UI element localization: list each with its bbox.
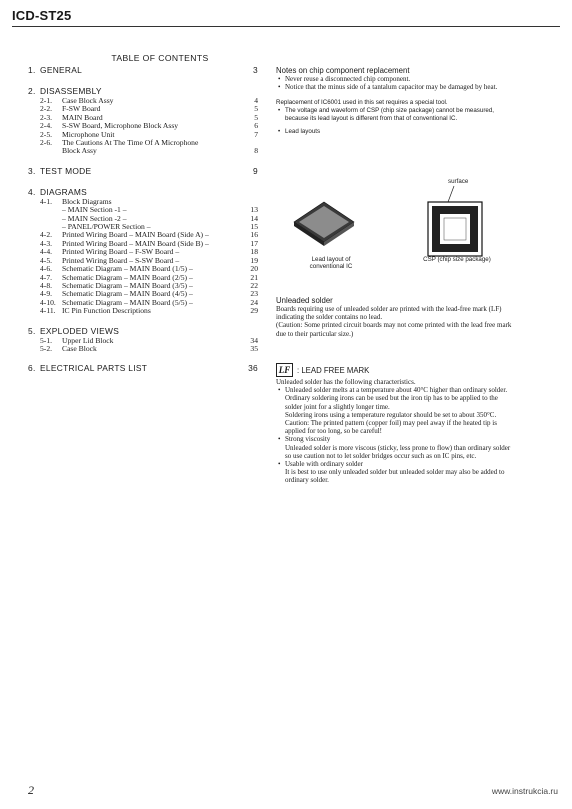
unleaded-caution: (Caution: Some printed circuit boards may not come printed with the lead free mark due to their particular size.) <box>276 321 512 338</box>
toc-item-number: 2-5. <box>40 129 53 139</box>
toc-page: 29 <box>250 306 258 316</box>
notes-column <box>276 66 512 136</box>
lead-free-section <box>276 378 512 485</box>
toc-section-number: 6. <box>28 363 36 374</box>
toc-section-number: 5. <box>28 325 36 336</box>
toc-page: 20 <box>250 264 258 274</box>
lead-free-bullet: • Unleaded solder melts at a temperature about 40°C higher than ordinary solder. <box>278 386 508 395</box>
toc-item-number: 4-4. <box>40 247 53 257</box>
header-rule <box>12 26 560 27</box>
toc-item-number: 2-3. <box>40 112 53 122</box>
toc-item-number: 2-2. <box>40 104 53 114</box>
lead-free-text: Caution: The printed pattern (copper foil) may peel away if the heated tip is applied for too long, so be careful! <box>285 419 497 436</box>
toc-page: 9 <box>253 165 258 176</box>
lead-free-text: Ordinary soldering irons can be used but the iron tip has to be applied to the solder joint for a slightly longer time. <box>285 394 498 411</box>
toc-page: 23 <box>250 289 258 299</box>
unleaded-body: Boards requiring use of unleaded solder are printed with the lead-free mark (LF) indicating the solder contains no lead. <box>276 305 502 322</box>
toc-item-number: 4-3. <box>40 238 53 248</box>
toc-item-number: 4-6. <box>40 264 53 274</box>
toc-item-label: – PANEL/POWER Section – <box>62 222 151 232</box>
lead-free-mark-heading <box>276 363 369 377</box>
toc-page: 13 <box>250 205 258 215</box>
toc-item <box>28 345 258 353</box>
toc-page: 4 <box>254 96 258 105</box>
toc-section-label: TEST MODE <box>40 165 92 176</box>
toc-item-number: 4-1. <box>40 196 53 206</box>
toc-item-label: Printed Wiring Board – S-SW Board – <box>62 255 180 265</box>
toc-item-number: 4-7. <box>40 272 53 282</box>
toc-item-number: 4-11. <box>40 306 56 316</box>
lead-free-intro: Unleaded solder has the following characteristics. <box>276 378 416 386</box>
toc-section-label: ELECTRICAL PARTS LIST <box>40 363 148 374</box>
unleaded-title: Unleaded solder <box>276 296 333 305</box>
toc-section-number: 4. <box>28 186 36 197</box>
toc-item-label: Schematic Diagram – MAIN Board (3/5) – <box>62 280 193 290</box>
csp-note: • The voltage and waveform of CSP (chip size package) cannot be measured, because its lead layout is different from that of conventional IC. <box>278 107 495 122</box>
toc-page: 35 <box>250 343 258 353</box>
lead-free-text: Soldering irons using a temperature regulator should be set to about 350°C. <box>285 410 497 419</box>
toc-item-number: 2-4. <box>40 121 53 131</box>
toc-page: 3 <box>253 65 258 75</box>
toc-page: 21 <box>250 272 258 282</box>
toc-item-label: – MAIN Section -2 – <box>62 213 127 223</box>
watermark: www.instrukcia.ru <box>491 786 558 796</box>
table-of-contents <box>28 65 258 374</box>
toc-item-label: IC Pin Function Descriptions <box>62 306 151 316</box>
toc-item-label: MAIN Board <box>62 112 103 122</box>
lead-layout-figure <box>276 172 512 282</box>
surface-arrow <box>448 186 454 202</box>
lead-free-bullet: • Strong viscosity <box>278 435 331 444</box>
toc-page: 14 <box>250 213 258 223</box>
toc-item-label: Case Block Assy <box>62 96 114 105</box>
toc-item <box>28 307 258 315</box>
toc-section-label: GENERAL <box>40 65 83 75</box>
toc-item-label: – MAIN Section -1 – <box>62 205 127 215</box>
toc-item-label: Schematic Diagram – MAIN Board (5/5) – <box>62 297 193 307</box>
toc-item-number: 4-8. <box>40 280 53 290</box>
toc-section-label: DISASSEMBLY <box>40 86 102 96</box>
lead-free-text: Unleaded solder is more viscous (sticky, less prone to flow) than ordinary solder so use caution not to let solder bridges occur such as on IC pins, etc. <box>285 443 511 460</box>
toc-page: 16 <box>250 230 258 240</box>
toc-page: 34 <box>250 335 258 345</box>
toc-section-number: 2. <box>28 86 36 96</box>
toc-section <box>28 65 258 76</box>
lead-layouts-label: • Lead layouts <box>278 128 321 136</box>
toc-section <box>28 326 258 337</box>
toc-page: 36 <box>248 363 258 374</box>
csp-caption: CSP (chip size package) <box>423 256 491 263</box>
toc-page: 19 <box>250 255 258 265</box>
toc-title: TABLE OF CONTENTS <box>111 53 209 63</box>
toc-item-number: 4-9. <box>40 289 53 299</box>
toc-item-number: 2-1. <box>40 96 53 105</box>
toc-item-label: F-SW Board <box>62 104 101 114</box>
lead-free-text: It is best to use only unleaded solder but unleaded solder may also be added to ordinary solder. <box>285 468 505 485</box>
lead-free-title: : LEAD FREE MARK <box>297 365 370 375</box>
unleaded-section <box>276 296 512 338</box>
toc-page: 22 <box>250 280 258 290</box>
toc-item-label: The Cautions At The Time Of A Microphone <box>62 138 199 148</box>
toc-page: 17 <box>250 238 258 248</box>
toc-item-label: Printed Wiring Board – MAIN Board (Side B) – <box>62 238 209 248</box>
toc-item-label: Block Diagrams <box>62 196 112 206</box>
toc-item-number: 4-2. <box>40 230 53 240</box>
toc-page: 24 <box>250 297 258 307</box>
toc-page: 18 <box>250 247 258 257</box>
toc-section <box>28 363 258 374</box>
page-number: 2 <box>28 783 34 797</box>
toc-item <box>28 147 258 155</box>
toc-item-label: Schematic Diagram – MAIN Board (2/5) – <box>62 272 193 282</box>
toc-page: 8 <box>254 146 258 156</box>
replacement-note: Replacement of IC6001 used in this set requires a special tool. <box>276 99 448 107</box>
toc-page: 7 <box>254 129 258 139</box>
toc-item-label: Block Assy <box>62 146 97 156</box>
toc-page: 5 <box>254 104 258 114</box>
toc-page: 6 <box>254 121 258 131</box>
toc-item-number: 4-10. <box>40 297 56 307</box>
model-name: ICD-ST25 <box>12 8 72 23</box>
toc-section-number: 1. <box>28 65 36 75</box>
toc-item-number: 2-6. <box>40 138 53 148</box>
toc-item-label: Schematic Diagram – MAIN Board (4/5) – <box>62 289 193 299</box>
toc-item-number: 4-5. <box>40 255 53 265</box>
notes-title: Notes on chip component replacement <box>276 66 410 75</box>
toc-page: 5 <box>254 112 258 122</box>
toc-item-number: 5-2. <box>40 343 53 353</box>
toc-item-label: S-SW Board, Microphone Block Assy <box>62 121 179 131</box>
note-bullet: • Notice that the minus side of a tantalum capacitor may be damaged by heat. <box>278 83 498 92</box>
conventional-ic-icon <box>294 202 354 246</box>
lead-free-bullet: • Usable with ordinary solder <box>278 460 363 469</box>
toc-item-label: Printed Wiring Board – MAIN Board (Side A) – <box>62 230 209 240</box>
toc-section <box>28 166 258 177</box>
conventional-ic-caption: Lead layout of conventional IC <box>309 256 353 271</box>
toc-item-label: Upper Lid Block <box>62 335 114 345</box>
toc-item-label: Case Block <box>62 343 97 353</box>
toc-section-label: DIAGRAMS <box>40 186 88 197</box>
csp-icon <box>428 202 482 256</box>
toc-item-label: Microphone Unit <box>62 129 115 139</box>
ic-diagrams <box>276 172 512 262</box>
toc-item-label: Printed Wiring Board – F-SW Board – <box>62 247 180 257</box>
toc-page: 15 <box>250 222 258 232</box>
note-bullet: • Never reuse a disconnected chip component. <box>278 75 411 83</box>
surface-label: surface <box>448 178 469 185</box>
lf-mark-icon: LF <box>276 363 293 377</box>
toc-section-label: EXPLODED VIEWS <box>40 325 120 336</box>
toc-item-label: Schematic Diagram – MAIN Board (1/5) – <box>62 264 193 274</box>
toc-section-number: 3. <box>28 165 36 176</box>
toc-item-number: 5-1. <box>40 335 53 345</box>
